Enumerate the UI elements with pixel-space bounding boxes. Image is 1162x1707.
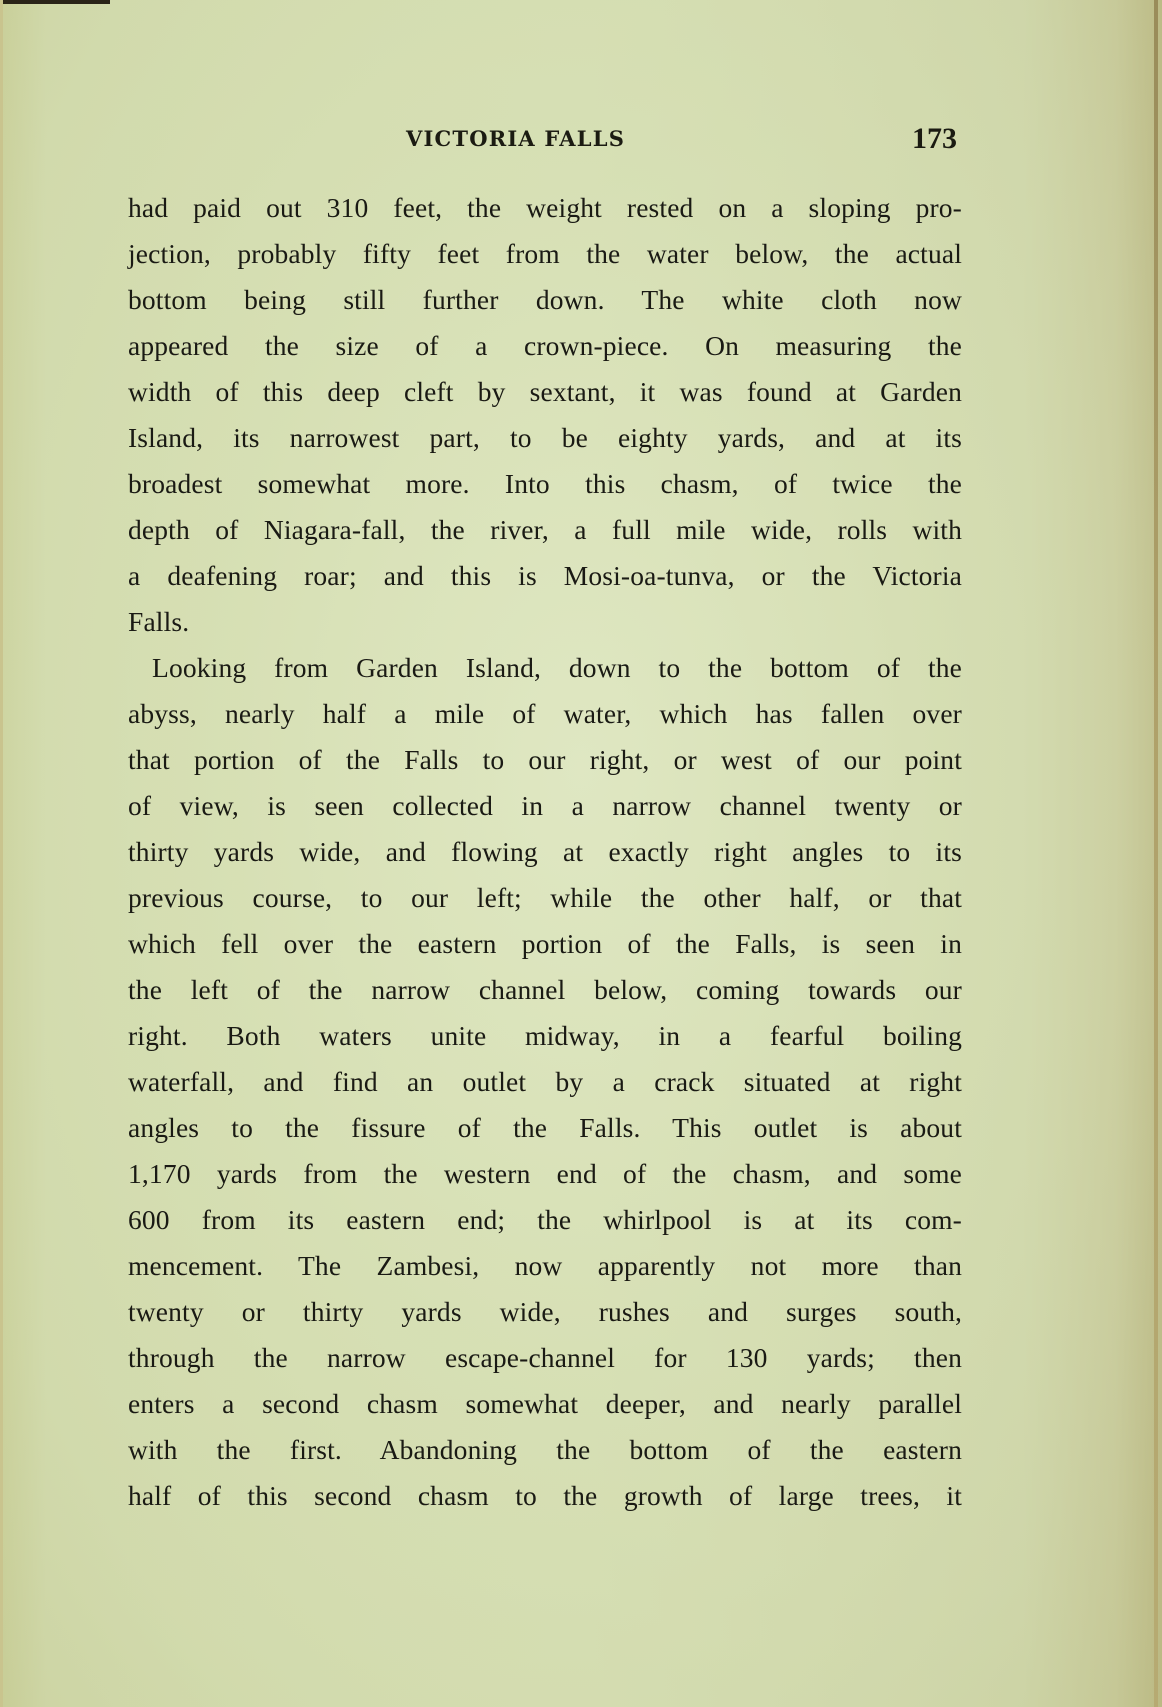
- text-line: half of this second chasm to the growth of large trees, it: [128, 1480, 962, 1511]
- text-line: previous course, to our left; while the other half, or that: [128, 882, 962, 913]
- text-line: jection, probably fifty feet from the water below, the actual: [128, 238, 962, 269]
- page-number: 173: [912, 122, 957, 155]
- text-line: angles to the fissure of the Falls. This outlet is about: [128, 1112, 962, 1143]
- running-head-title: VICTORIA FALLS: [406, 126, 626, 151]
- text-line-indented: Looking from Garden Island, down to the bottom of the: [152, 652, 962, 683]
- text-line: enters a second chasm somewhat deeper, and nearly parallel: [128, 1388, 962, 1419]
- body-text: [128, 185, 962, 1519]
- text-line: width of this deep cleft by sextant, it was found at Garden: [128, 376, 962, 407]
- text-line: had paid out 310 feet, the weight rested on a sloping pro-: [128, 192, 962, 223]
- text-line: that portion of the Falls to our right, or west of our point: [128, 744, 962, 775]
- text-line: thirty yards wide, and flowing at exactly right angles to its: [128, 836, 962, 867]
- page-right-edge: [1154, 0, 1158, 1707]
- text-line: appeared the size of a crown-piece. On measuring the: [128, 330, 962, 361]
- paragraph-looking-from-garden-island: [128, 645, 962, 1519]
- text-line: bottom being still further down. The white cloth now: [128, 284, 962, 315]
- paragraph-continued: [128, 185, 962, 645]
- page-left-edge: [0, 0, 3, 1707]
- text-line: a deafening roar; and this is Mosi-oa-tunva, or the Victoria: [128, 560, 962, 591]
- text-line: 600 from its eastern end; the whirlpool is at its com-: [128, 1204, 962, 1235]
- text-line: mencement. The Zambesi, now apparently not more than: [128, 1250, 962, 1281]
- text-line: of view, is seen collected in a narrow channel twenty or: [128, 790, 962, 821]
- text-line: waterfall, and find an outlet by a crack situated at right: [128, 1066, 962, 1097]
- text-line: 1,170 yards from the western end of the chasm, and some: [128, 1158, 962, 1189]
- page-top-edge-shadow: [0, 0, 110, 4]
- text-line: depth of Niagara-fall, the river, a full mile wide, rolls with: [128, 514, 962, 545]
- running-head: [0, 122, 1162, 162]
- text-line: the left of the narrow channel below, coming towards our: [128, 974, 962, 1005]
- text-line: through the narrow escape-channel for 130 yards; then: [128, 1342, 962, 1373]
- text-line: twenty or thirty yards wide, rushes and surges south,: [128, 1296, 962, 1327]
- text-line: which fell over the eastern portion of the Falls, is seen in: [128, 928, 962, 959]
- text-line: right. Both waters unite midway, in a fearful boiling: [128, 1020, 962, 1051]
- text-line: broadest somewhat more. Into this chasm, of twice the: [128, 468, 962, 499]
- text-line: with the first. Abandoning the bottom of the eastern: [128, 1434, 962, 1465]
- text-line: abyss, nearly half a mile of water, which has fallen over: [128, 698, 962, 729]
- text-line: Island, its narrowest part, to be eighty yards, and at its: [128, 422, 962, 453]
- text-line: Falls.: [128, 606, 190, 637]
